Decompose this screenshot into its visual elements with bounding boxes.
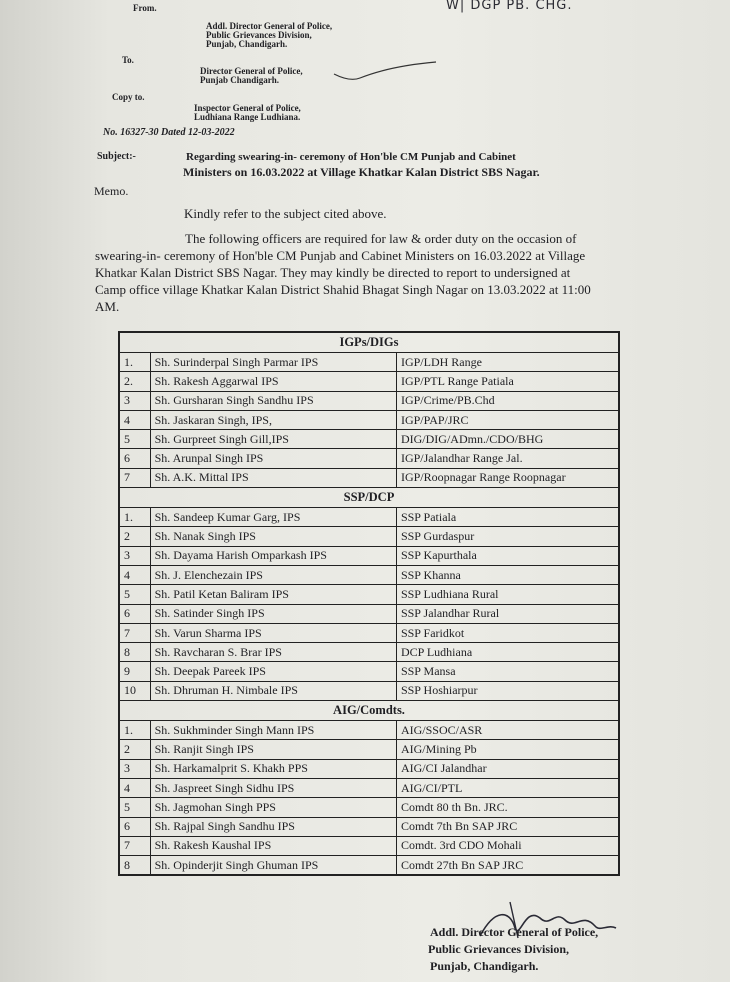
serial-number: 6	[119, 817, 150, 836]
table-row	[119, 353, 619, 372]
officer-posting: SSP Kapurthala	[396, 546, 619, 565]
section-title: IGPs/DIGs	[119, 332, 619, 353]
serial-number: 5	[119, 430, 150, 449]
signature-scribble	[470, 898, 620, 948]
table-row	[119, 410, 619, 429]
serial-number: 2	[119, 740, 150, 759]
pen-stroke-mark	[330, 56, 440, 86]
serial-number: 1.	[119, 508, 150, 527]
para-line-5: AM.	[95, 299, 120, 314]
serial-number: 2	[119, 527, 150, 546]
para-line-1: The following officers are required for law & order duty on the occasion of	[185, 231, 577, 246]
officer-posting: SSP Faridkot	[396, 623, 619, 642]
officer-name: Sh. Patil Ketan Baliram IPS	[150, 585, 396, 604]
officer-name: Sh. Jaskaran Singh, IPS,	[150, 410, 396, 429]
table-row	[119, 778, 619, 797]
subject-label: Subject:-	[97, 151, 136, 162]
from-label: From.	[133, 3, 157, 13]
officer-name: Sh. Sukhminder Singh Mann IPS	[150, 721, 396, 740]
officer-posting: SSP Gurdaspur	[396, 527, 619, 546]
table-row	[119, 721, 619, 740]
serial-number: 1.	[119, 353, 150, 372]
table-row	[119, 740, 619, 759]
officer-name: Sh. Jaspreet Singh Sidhu IPS	[150, 778, 396, 797]
table-row	[119, 546, 619, 565]
copy-line-1: Inspector General of Police,	[194, 103, 301, 113]
officer-name: Sh. Nanak Singh IPS	[150, 527, 396, 546]
serial-number: 1.	[119, 721, 150, 740]
officer-name: Sh. Opinderjit Singh Ghuman IPS	[150, 856, 396, 876]
para-line-3: Khatkar Kalan District SBS Nagar. They may kindly be directed to report to undersigned at	[95, 265, 571, 280]
officer-posting: SSP Ludhiana Rural	[396, 585, 619, 604]
section-header-row	[119, 488, 619, 508]
copy-line-2: Ludhiana Range Ludhiana.	[194, 112, 301, 122]
table-row	[119, 372, 619, 391]
officer-posting: DCP Ludhiana	[396, 643, 619, 662]
officer-name: Sh. Dhruman H. Nimbale IPS	[150, 681, 396, 700]
signature-line-1: Addl. Director General of Police,	[430, 925, 599, 939]
table-row	[119, 391, 619, 410]
section-header-row	[119, 701, 619, 721]
dispatch-number: No. 16327-30 Dated 12-03-2022	[103, 127, 235, 138]
signature-line-2: Public Grievances Division,	[428, 942, 569, 956]
serial-number: 3	[119, 391, 150, 410]
officer-posting: IGP/Jalandhar Range Jal.	[396, 449, 619, 468]
from-line-1: Addl. Director General of Police,	[206, 21, 333, 31]
section-title: AIG/Comdts.	[119, 701, 619, 721]
officer-name: Sh. Deepak Pareek IPS	[150, 662, 396, 681]
to-label: To.	[122, 55, 134, 65]
officer-name: Sh. Satinder Singh IPS	[150, 604, 396, 623]
officer-posting: AIG/CI Jalandhar	[396, 759, 619, 778]
section-header-row	[119, 332, 619, 353]
table-row	[119, 836, 619, 855]
serial-number: 6	[119, 449, 150, 468]
table-row	[119, 662, 619, 681]
serial-number: 7	[119, 623, 150, 642]
officer-name: Sh. Varun Sharma IPS	[150, 623, 396, 642]
table-row	[119, 623, 619, 642]
officer-posting: SSP Hoshiarpur	[396, 681, 619, 700]
table-row	[119, 565, 619, 584]
officer-posting: Comdt 27th Bn SAP JRC	[396, 856, 619, 876]
officer-posting: SSP Jalandhar Rural	[396, 604, 619, 623]
handwritten-forward-note: W| DGP PB. CHG.	[446, 0, 573, 13]
table-row	[119, 817, 619, 836]
table-row	[119, 585, 619, 604]
para-line-4: Camp office village Khatkar Kalan District Shahid Bhagat Singh Nagar on 13.03.2022 at 11:00	[95, 282, 591, 297]
table-row	[119, 604, 619, 623]
serial-number: 3	[119, 546, 150, 565]
officers-table	[118, 331, 620, 876]
table-row	[119, 508, 619, 527]
officer-name: Sh. Arunpal Singh IPS	[150, 449, 396, 468]
officer-name: Sh. Ravcharan S. Brar IPS	[150, 643, 396, 662]
officer-posting: DIG/DIG/ADmn./CDO/BHG	[396, 430, 619, 449]
officer-name: Sh. J. Elenchezain IPS	[150, 565, 396, 584]
officer-posting: AIG/CI/PTL	[396, 778, 619, 797]
officer-name: Sh. Ranjit Singh IPS	[150, 740, 396, 759]
officer-posting: IGP/Roopnagar Range Roopnagar	[396, 468, 619, 487]
officer-posting: IGP/PAP/JRC	[396, 410, 619, 429]
serial-number: 4	[119, 565, 150, 584]
officer-posting: AIG/SSOC/ASR	[396, 721, 619, 740]
officer-posting: SSP Khanna	[396, 565, 619, 584]
officer-posting: AIG/Mining Pb	[396, 740, 619, 759]
table-row	[119, 643, 619, 662]
to-line-2: Punjab Chandigarh.	[200, 75, 280, 85]
table-row	[119, 527, 619, 546]
signature-line-3: Punjab, Chandigarh.	[430, 959, 539, 973]
serial-number: 10	[119, 681, 150, 700]
officer-posting: Comdt 80 th Bn. JRC.	[396, 798, 619, 817]
from-line-2: Public Grievances Division,	[206, 30, 312, 40]
officer-posting: SSP Mansa	[396, 662, 619, 681]
serial-number: 7	[119, 836, 150, 855]
from-line-3: Punjab, Chandigarh.	[206, 39, 288, 49]
table-row	[119, 759, 619, 778]
officer-name: Sh. Sandeep Kumar Garg, IPS	[150, 508, 396, 527]
table-row	[119, 449, 619, 468]
serial-number: 5	[119, 798, 150, 817]
officer-name: Sh. Rakesh Kaushal IPS	[150, 836, 396, 855]
officer-name: Sh. Jagmohan Singh PPS	[150, 798, 396, 817]
officer-name: Sh. Gurpreet Singh Gill,IPS	[150, 430, 396, 449]
serial-number: 6	[119, 604, 150, 623]
serial-number: 8	[119, 643, 150, 662]
officer-posting: IGP/PTL Range Patiala	[396, 372, 619, 391]
table-row	[119, 681, 619, 700]
officer-name: Sh. Rakesh Aggarwal IPS	[150, 372, 396, 391]
refer-line: Kindly refer to the subject cited above.	[184, 206, 387, 221]
table-row	[119, 468, 619, 487]
officer-name: Sh. Harkamalprit S. Khakh PPS	[150, 759, 396, 778]
officer-name: Sh. Rajpal Singh Sandhu IPS	[150, 817, 396, 836]
officer-posting: SSP Patiala	[396, 508, 619, 527]
para-line-2: swearing-in- ceremony of Hon'ble CM Punjab and Cabinet Ministers on 16.03.2022 at Village	[95, 248, 586, 263]
officers-table-body	[119, 332, 619, 875]
subject-line-2: Ministers on 16.03.2022 at Village Khatkar Kalan District SBS Nagar.	[183, 165, 540, 179]
officer-posting: IGP/Crime/PB.Chd	[396, 391, 619, 410]
officer-name: Sh. Gursharan Singh Sandhu IPS	[150, 391, 396, 410]
serial-number: 9	[119, 662, 150, 681]
serial-number: 8	[119, 856, 150, 876]
officer-name: Sh. Surinderpal Singh Parmar IPS	[150, 353, 396, 372]
serial-number: 3	[119, 759, 150, 778]
memo-label: Memo.	[94, 184, 129, 198]
officer-posting: Comdt. 3rd CDO Mohali	[396, 836, 619, 855]
to-line-1: Director General of Police,	[200, 66, 303, 76]
officer-posting: Comdt 7th Bn SAP JRC	[396, 817, 619, 836]
serial-number: 5	[119, 585, 150, 604]
officer-name: Sh. A.K. Mittal IPS	[150, 468, 396, 487]
subject-line-1: Regarding swearing-in- ceremony of Hon'ble CM Punjab and Cabinet	[186, 151, 516, 163]
serial-number: 7	[119, 468, 150, 487]
table-row	[119, 430, 619, 449]
table-row	[119, 798, 619, 817]
serial-number: 4	[119, 410, 150, 429]
table-row	[119, 856, 619, 876]
serial-number: 4	[119, 778, 150, 797]
section-title: SSP/DCP	[119, 488, 619, 508]
officer-posting: IGP/LDH Range	[396, 353, 619, 372]
officer-name: Sh. Dayama Harish Omparkash IPS	[150, 546, 396, 565]
serial-number: 2.	[119, 372, 150, 391]
copy-to-label: Copy to.	[112, 92, 145, 102]
